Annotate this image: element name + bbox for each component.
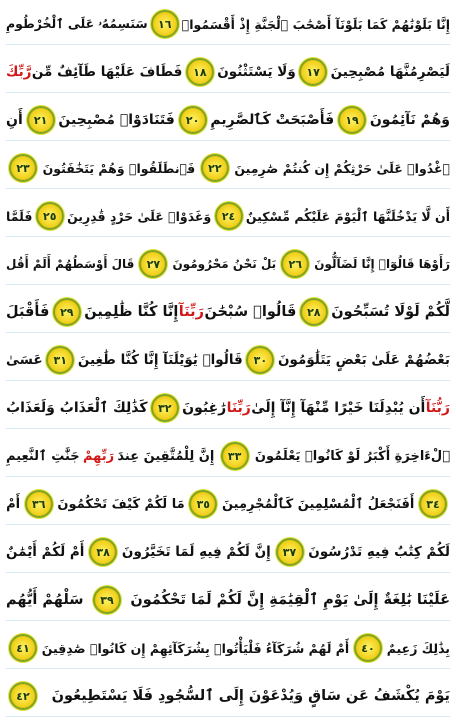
ayah-number-marker <box>89 538 117 566</box>
verse-text: رَٰغِبُونَ <box>182 400 227 416</box>
verse-text: عَسَىٰ <box>6 352 43 368</box>
ayah-number: ٣٨ <box>96 545 110 559</box>
verse-text: لَكُمْ كِتَٰبٌ فِيهِ تَدْرُسُونَ <box>308 544 450 560</box>
ayah-number: ٣٥ <box>196 497 210 511</box>
ayah-number-marker <box>338 106 366 134</box>
ayah-number: ٣٤ <box>426 497 440 511</box>
ayah-number: ٢٧ <box>146 257 161 271</box>
verse-text: أَمْ <box>6 496 21 512</box>
ayah-number: ٣٣ <box>227 449 242 463</box>
ayah-number-marker <box>201 154 229 182</box>
verse-text: لَّكُمْ لَوْلَا تُسَبِّحُونَ <box>331 304 450 320</box>
ayah-number: ١٨ <box>193 65 207 79</box>
ayah-number: ٣٦ <box>31 497 46 511</box>
verse-text: رَأَوْهَا قَالُوٓا۟ إِنَّا لَضَآلُّونَ <box>314 257 450 271</box>
ayah-number-marker <box>246 346 274 374</box>
verse-line <box>6 196 450 237</box>
verse-line <box>6 484 450 525</box>
ayah-number: ٤٠ <box>361 641 375 655</box>
verse-text: ٱغْدُوا۟ عَلَىٰ حَرْثِكُمْ إِن كُنتُمْ صَٰرِمِينَ <box>234 160 450 176</box>
verse-text: فَلَمَّا <box>6 208 33 224</box>
verse-text: قَالُوا۟ سُبْحَٰنَ <box>204 304 297 320</box>
verse-text: فَطَافَ عَلَيْهَا طَآئِفٌ مِّن <box>31 64 183 80</box>
ayah-number-marker <box>299 58 327 86</box>
verse-text: كَذَٰلِكَ ٱلْعَذَابُ وَلَعَذَابُ <box>6 400 148 416</box>
ayah-number: ٢٨ <box>307 305 321 319</box>
divine-name-text: رَبُّنَآ <box>425 400 450 416</box>
ayah-number: ٢١ <box>33 113 48 127</box>
ayah-number: ١٧ <box>306 65 320 79</box>
verse-text: وَلَا يَسْتَثْنُونَ <box>217 64 296 80</box>
verse-text: عَلَيْنَا بَٰلِغَةٌ إِلَىٰ يَوْمِ ٱلْقِيَٰمَةِ إِنَّ لَكُمْ لَمَا تَحْكُمُونَ <box>130 592 450 608</box>
ayah-number: ٣١ <box>53 353 67 367</box>
verse-text: أَفَنَجْعَلُ ٱلْمُسْلِمِينَ كَٱلْمُجْرِمِينَ <box>221 496 415 512</box>
verse-text: ٱلْءَاخِرَةِ أَكْبَرُ لَوْ كَانُوا۟ يَعْلَمُونَ <box>254 448 450 464</box>
ayah-number-marker <box>27 106 55 134</box>
ayah-number-marker <box>276 538 304 566</box>
verse-line <box>6 100 450 141</box>
divine-name-text: رَبِّهِمْ <box>82 448 115 464</box>
divine-name-text: رَّبِّكَ <box>6 64 32 80</box>
ayah-number-marker <box>36 202 64 230</box>
ayah-number-marker <box>9 634 37 662</box>
verse-line <box>6 148 450 189</box>
verse-line <box>6 244 450 285</box>
verse-text: قَالَ أَوْسَطُهُمْ أَلَمْ أَقُل <box>6 257 135 271</box>
verse-text: سَلْهُمْ أَيُّهُم <box>6 592 84 608</box>
ayah-number-marker <box>179 106 207 134</box>
verse-text: يَوْمَ يُكْشَفُ عَن سَاقٍ وَيُدْعَوْنَ إِلَى ٱلسُّجُودِ فَلَا يَسْتَطِيعُونَ <box>51 688 450 704</box>
ayah-number-marker <box>93 586 121 614</box>
verse-text: بِذَٰلِكَ زَعِيمٌ <box>386 640 450 656</box>
verse-text: بَعْضُهُمْ عَلَىٰ بَعْضٍ يَتَلَٰوَمُونَ <box>278 352 450 368</box>
ayah-number: ٢٠ <box>185 113 200 127</box>
ayah-number-marker <box>25 490 53 518</box>
ayah-number-marker <box>53 298 81 326</box>
divine-name-text: رَبِّنَآ <box>178 304 204 320</box>
divine-name-text: رَبِّنَا <box>226 400 251 416</box>
ayah-number-marker <box>9 154 37 182</box>
verse-text: إِنَّ لِلْمُتَّقِينَ عِندَ <box>117 448 215 464</box>
ayah-number-marker <box>151 394 179 422</box>
verse-text: سَنَسِمُهُۥ عَلَى ٱلْخُرْطُومِ <box>6 16 148 31</box>
verse-text: بَلْ نَحْنُ مَحْرُومُونَ <box>172 257 277 271</box>
ayah-number: ٢٩ <box>60 305 74 319</box>
verse-text: فَأَصْبَحَتْ كَٱلصَّرِيمِ <box>210 112 335 128</box>
ayah-number: ٢٤ <box>221 209 236 223</box>
verse-line <box>6 676 450 717</box>
verse-text: أَن لَّا يَدْخُلَنَّهَا ٱلْيَوْمَ عَلَيْكُم مِّسْكِينٌ <box>245 208 450 224</box>
ayah-number: ٣٩ <box>100 593 114 607</box>
verse-text: أَن يُبْدِلَنَا خَيْرًا مِّنْهَآ إِنَّآ إِلَىٰ <box>251 400 426 416</box>
ayah-number-marker <box>139 250 167 278</box>
verse-text: لَيَصْرِمُنَّهَا مُصْبِحِينَ <box>330 64 450 80</box>
ayah-number-marker <box>215 202 243 230</box>
verse-text: قَالُوا۟ يَٰوَيْلَنَآ إِنَّا كُنَّا طَٰغِينَ <box>77 352 243 368</box>
verse-text: إِنَّا بَلَوْنَٰهُمْ كَمَا بَلَوْنَآ أَصْحَٰبَ ٱلْجَنَّةِ إِذْ أَقْسَمُوا۟ <box>181 16 450 32</box>
ayah-number: ٢٢ <box>208 161 222 175</box>
ayah-number-marker <box>300 298 328 326</box>
ayah-number: ١٦ <box>158 17 172 31</box>
verse-text: وَهُمْ نَآئِمُونَ <box>369 112 450 128</box>
ayah-number-marker <box>186 58 214 86</box>
verse-text: مَا لَكُمْ كَيْفَ تَحْكُمُونَ <box>57 496 185 512</box>
ayah-number-marker <box>151 10 179 38</box>
verse-text: إِنَّا كُنَّا ظَٰلِمِينَ <box>84 304 179 320</box>
ayah-number-marker <box>189 490 217 518</box>
ayah-number: ٣٠ <box>253 353 268 367</box>
verse-text: أَنِ <box>6 112 23 128</box>
ayah-number: ٢٣ <box>16 161 30 175</box>
verse-line <box>6 340 450 381</box>
verse-text: فَتَنَادَوْا۟ مُصْبِحِينَ <box>58 112 175 128</box>
verse-line <box>6 52 450 93</box>
verse-line <box>6 580 450 621</box>
ayah-number: ٤٢ <box>16 689 30 703</box>
verse-line <box>6 4 450 45</box>
verse-text: أَمْ لَكُمْ أَيْمَٰنٌ <box>6 544 85 560</box>
ayah-number: ٤١ <box>16 641 30 655</box>
ayah-number-marker <box>46 346 74 374</box>
ayah-number-marker <box>281 250 309 278</box>
verse-text: فَٱنطَلَقُوا۟ وَهُمْ يَتَخَٰفَتُونَ <box>42 160 196 176</box>
verse-line <box>6 436 450 477</box>
ayah-number-marker <box>9 682 37 710</box>
verse-line <box>6 388 450 429</box>
ayah-number-marker <box>221 442 249 470</box>
ayah-number-marker <box>419 490 447 518</box>
ayah-number: ٢٦ <box>288 257 302 271</box>
ayah-number: ١٩ <box>345 113 359 127</box>
ayah-number: ٣٧ <box>282 545 297 559</box>
verse-text: وَغَدَوْا۟ عَلَىٰ حَرْدٍ قَٰدِرِينَ <box>67 208 212 224</box>
verse-text: فَأَقْبَلَ <box>6 304 50 320</box>
ayah-number: ٢٥ <box>43 209 57 223</box>
verse-line <box>6 292 450 333</box>
verse-line <box>6 628 450 669</box>
verse-text: جَنَّٰتِ ٱلنَّعِيمِ <box>6 448 80 464</box>
verse-text: إِنَّ لَكُمْ فِيهِ لَمَا تَخَيَّرُونَ <box>121 544 271 560</box>
ayah-number-marker <box>354 634 382 662</box>
verse-line <box>6 532 450 573</box>
verse-text: أَمْ لَهُمْ شُرَكَآءُ فَلْيَأْتُوا۟ بِشُرَكَآئِهِمْ إِن كَانُوا۟ صَٰدِقِينَ <box>41 640 350 656</box>
ayah-number: ٣٢ <box>158 401 172 415</box>
